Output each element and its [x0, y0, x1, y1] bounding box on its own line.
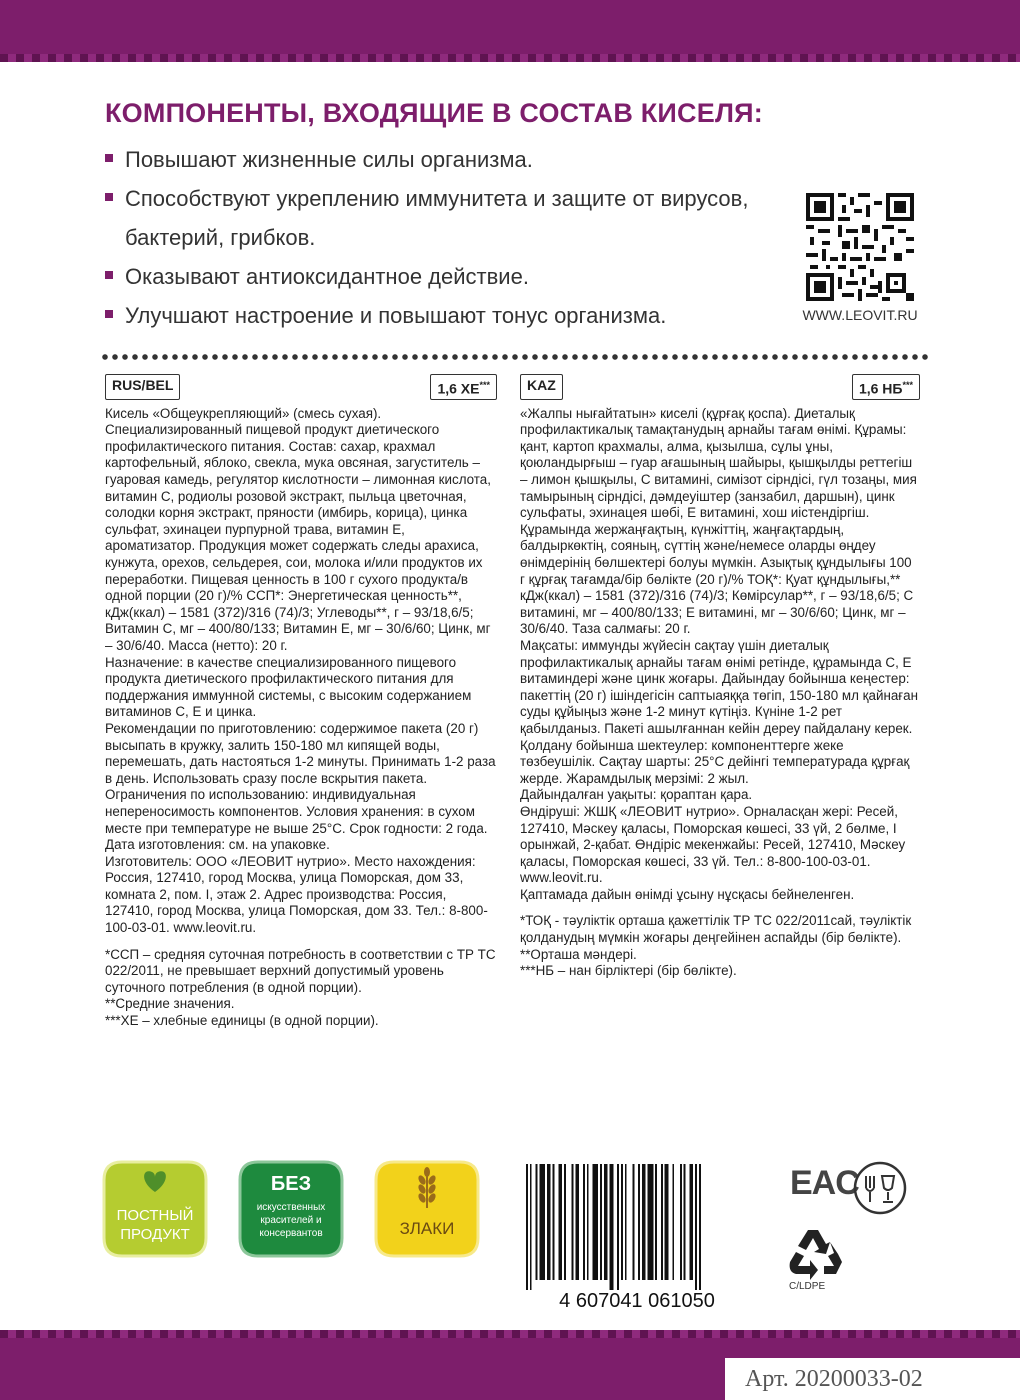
barcode-bar — [638, 1164, 640, 1280]
barcode-bar — [680, 1164, 682, 1280]
footnote: **Средние значения. — [105, 996, 235, 1012]
benefit-item: Повышают жизненные силы организма. — [105, 140, 785, 179]
manufacturer-paragraph: Өндіруші: ЖШҚ «ЛЕОВИТ нутрио». Орналасқан жері: Ресей, 127410, Мәскеу қаласы, Поморская көшесі, 33 үй, 2 бөлме, I орынжай, 2-қабат. Өндіріс мекенжайы: Ресей, 127410, Мәскеу қаласы, Поморская көшесі, 33 үй. Тел.: 8-800-100-03-01. www.leovit.ru. — [520, 803, 906, 886]
barcode-number: 4 607041 061050 — [559, 1290, 715, 1310]
rus-bel-column — [105, 374, 497, 1030]
barcode-bar — [526, 1164, 528, 1290]
barcode-bar — [648, 1164, 654, 1280]
barcode-bar — [583, 1164, 585, 1280]
rus-bel-tags — [105, 374, 497, 400]
badge-text: консервантов — [259, 1228, 323, 1239]
barcode[interactable] — [512, 1160, 762, 1310]
barcode-bar — [553, 1164, 555, 1280]
barcode-bar — [539, 1164, 545, 1280]
note-paragraph: Қаптамада дайын өнімді ұсыну нұсқасы бейнеленген. — [520, 886, 855, 902]
badge-text: искусственных — [256, 1202, 326, 1213]
barcode-bar — [655, 1164, 657, 1280]
barcode-bar — [593, 1164, 599, 1280]
barcode-bar — [610, 1164, 614, 1290]
footnote: ***НБ – нан бірліктері (бір бөлікте). — [520, 963, 737, 979]
badge-text: БЕЗ — [270, 1173, 312, 1195]
barcode-bar — [695, 1164, 697, 1290]
material-code: C/LDPE — [789, 1281, 826, 1292]
preparation-paragraph: Рекомендации по приготовлению: содержимое пакета (20 г) высыпать в кружку, залить 150-180 мл кипящей воды, перемешать, дать настояться 1-2 минуты. Принимать 1-2 раза в день. Использовать сразу после вскрытия пакета. — [105, 720, 496, 786]
eac-mark: EAC — [790, 1164, 859, 1202]
barcode-bar — [604, 1164, 608, 1280]
qr-code[interactable] — [806, 193, 914, 301]
website-url[interactable]: WWW.LEOVIT.RU — [802, 307, 918, 323]
barcode-bar — [625, 1164, 627, 1280]
barcode-bar — [621, 1164, 623, 1280]
benefit-item: Способствуют укреплению иммунитета и защите от вирусов, бактерий, грибков. — [105, 179, 765, 257]
barcode-bar — [617, 1164, 619, 1290]
barcode-bar — [558, 1164, 562, 1280]
badge-text: ПРОДУКТ — [120, 1226, 190, 1243]
barcode-bar — [689, 1164, 693, 1280]
barcode-bar — [600, 1164, 602, 1280]
purpose-paragraph: Мақсаты: иммунды жүйесін сақтау үшін диеталық профилактикалық арнайы тағам өнімі ретінде, құрамында С, Е витаминдері және цинк жоғары. Дайындау бойынша кеңестер: пакеттің (20 г) ішіндегісін саптыаяққа төгіп, 150-180 мл қайнаған суды құйыңыз және 1-2 минут күтіңіз. Күніне 1-2 рет қабылданыз. Пакеті ашылғаннан кейін дереу пайдалану керек. — [520, 637, 919, 736]
dotted-divider — [100, 353, 930, 361]
barcode-bar — [572, 1164, 574, 1280]
footnote: **Орташа мәндері. — [520, 946, 637, 962]
article-number: Арт. 20200033-02 — [725, 1358, 1020, 1400]
benefit-item: Оказывают антиоксидантное действие. — [105, 257, 785, 296]
description-paragraph: «Жалпы нығайтатын» киселі (құрғақ қоспа). Диеталық профилактикалық тамақтанудың арнайы тағам өнімі. Құрамы: қант, картоп крахмалы, алма, қызылша, сұлы ұны, қоюландырғыш – гуар ағашының шайыры, қышқылды реттегіш – лимон қышқылы, С витамині, симізот сірндісі, гүл тозаңы, мия тамырының сірндісі, дәмдеуіштер (занзабил, даршын), цинк сульфаты, эхинацея шөбі, Е витамині, хош иістендіргіш. Құрамында жержаңғақтың, күнжіттің, жаңғақтардың, балдыркөктің, сояның, сүттің және/немесе оларды өңдеу өнімдерінің бөлшектері болуы мүмкін. Азықтық құндылығы 100 г құрғақ тағамда/бір бөлікте (20 г)/% ТОҚ*: Қуат құндылығы,** кДж(ккал) – 1581 (372)/316 (74)/3; Көмірсулар**, г – 93/18,6/5; С витамині, мг – 400/80/133; Е витамині, мг – 30/6/60; Цинк, мг – 30/6/40. Таза салмағы: 20 г. — [520, 405, 917, 637]
kaz-tags — [520, 374, 920, 400]
barcode-bar — [665, 1164, 669, 1280]
bread-unit-tag: 1,6 НБ*** — [852, 374, 920, 400]
lent-product-badge — [100, 1158, 210, 1260]
barcode-bar — [575, 1164, 579, 1280]
barcode-bar — [547, 1164, 551, 1280]
badge-text: ПОСТНЫЙ — [116, 1207, 194, 1224]
purpose-paragraph: Назначение: в качестве специализированного пищевого продукта диетического профилактического питания для поддержания иммунной системы, с высоким содержанием витаминов С, Е и цинка. — [105, 654, 472, 720]
barcode-bar — [642, 1164, 646, 1280]
kaz-column — [520, 374, 920, 980]
barcode-bar — [536, 1164, 538, 1280]
barcode-bar — [684, 1164, 686, 1280]
footnote: *ТОҚ - тәуліктік орташа қажеттілік ТР ТС 022/2011сай, тәуліктік қолданудың мүмкін жоғары деңгейінен аспайды (бір бөлікте). — [520, 913, 912, 946]
recycle-icon — [786, 1226, 846, 1281]
manufacturer-paragraph: Изготовитель: ООО «ЛЕОВИТ нутрио». Место нахождения: Россия, 127410, город Москва, улица Поморская, дом 33, комната 2, пом. I, этаж 2. Адрес производства: Россия, 127410, город Москва, улица Поморская, дом 33. Тел.: 8-800-100-03-01. www.leovit.ru. — [105, 853, 488, 936]
barcode-bar — [587, 1164, 589, 1280]
benefits-list — [105, 140, 785, 335]
cereals-badge — [372, 1158, 482, 1260]
badge-text: ЗЛАКИ — [399, 1219, 455, 1238]
barcode-bar — [661, 1164, 663, 1280]
badge-text: красителей и — [260, 1215, 322, 1226]
barcode-bar — [564, 1164, 566, 1280]
barcode-bar — [530, 1164, 532, 1290]
language-tag: RUS/BEL — [105, 374, 180, 400]
barcode-bar — [672, 1164, 674, 1280]
barcode-bar — [632, 1164, 634, 1280]
footnote: *ССП – средняя суточная потребность в соответствии с ТР ТС 022/2011, не превышает верхний допустимый уровень суточного потребления (в одной порции). — [105, 946, 496, 995]
benefit-item: Улучшают настроение и повышают тонус организма. — [105, 296, 785, 335]
components-heading: КОМПОНЕНТЫ, ВХОДЯЩИЕ В СОСТАВ КИСЕЛЯ: — [105, 98, 763, 128]
top-decorative-band — [0, 0, 1020, 62]
food-contact-icon — [852, 1160, 908, 1216]
barcode-bar — [699, 1164, 701, 1290]
no-additives-badge — [236, 1158, 346, 1260]
production-date-paragraph: Дайындалған уақыты: қораптан қара. — [520, 787, 753, 803]
description-paragraph: Кисель «Общеукрепляющий» (смесь сухая). Специализированный пищевой продукт диетического профилактического питания. Состав: сахар, крахмал картофельный, яблоко, свекла, мука овсяная, загуститель – гуаровая камедь, регулятор кислотности – лимонная кислота, витамин С, родиолы розовой экстракт, пыльца цветочная, солодки корня экстракт, пряности (имбирь, корица), цинка сульфат, эхинацеи пурпурной трава, витамин Е, ароматизатор. Продукция может содержать следы арахиса, кунжута, орехов, сельдерея, сои, молока и/или продуктов их переработки. Пищевая ценность в 100 г сухого продукта/в одной порции (20 г)/% ССП*: Энергетическая ценность**, кДж(ккал) – 1581 (372)/316 (74)/3; Углеводы**, г – 93/18,6/5; Витамин С, мг – 400/80/133; Витамин Е, мг – 30/6/60; Цинк, мг – 30/6/40. Масса (нетто): 20 г. — [105, 405, 491, 653]
restrictions-paragraph: Ограничения по использованию: индивидуальная непереносимость компонентов. Условия хранения: в сухом месте при температуре не выше 25°С. Срок годности: 2 года. Дата изготовления: см. на упаковке. — [105, 787, 488, 853]
restrictions-paragraph: Қолдану бойынша шектеулер: компоненттерге жеке төзбеушілік. Сақтау шарты: 25°С дейінгі температурада құрғақ жерде. Жарамдылық мерзімі: 2 жыл. — [520, 737, 910, 786]
footnote: ***ХЕ – хлебные единицы (в одной порции). — [105, 1013, 379, 1029]
bread-unit-tag: 1,6 ХЕ*** — [430, 374, 497, 400]
language-tag: KAZ — [520, 374, 563, 400]
